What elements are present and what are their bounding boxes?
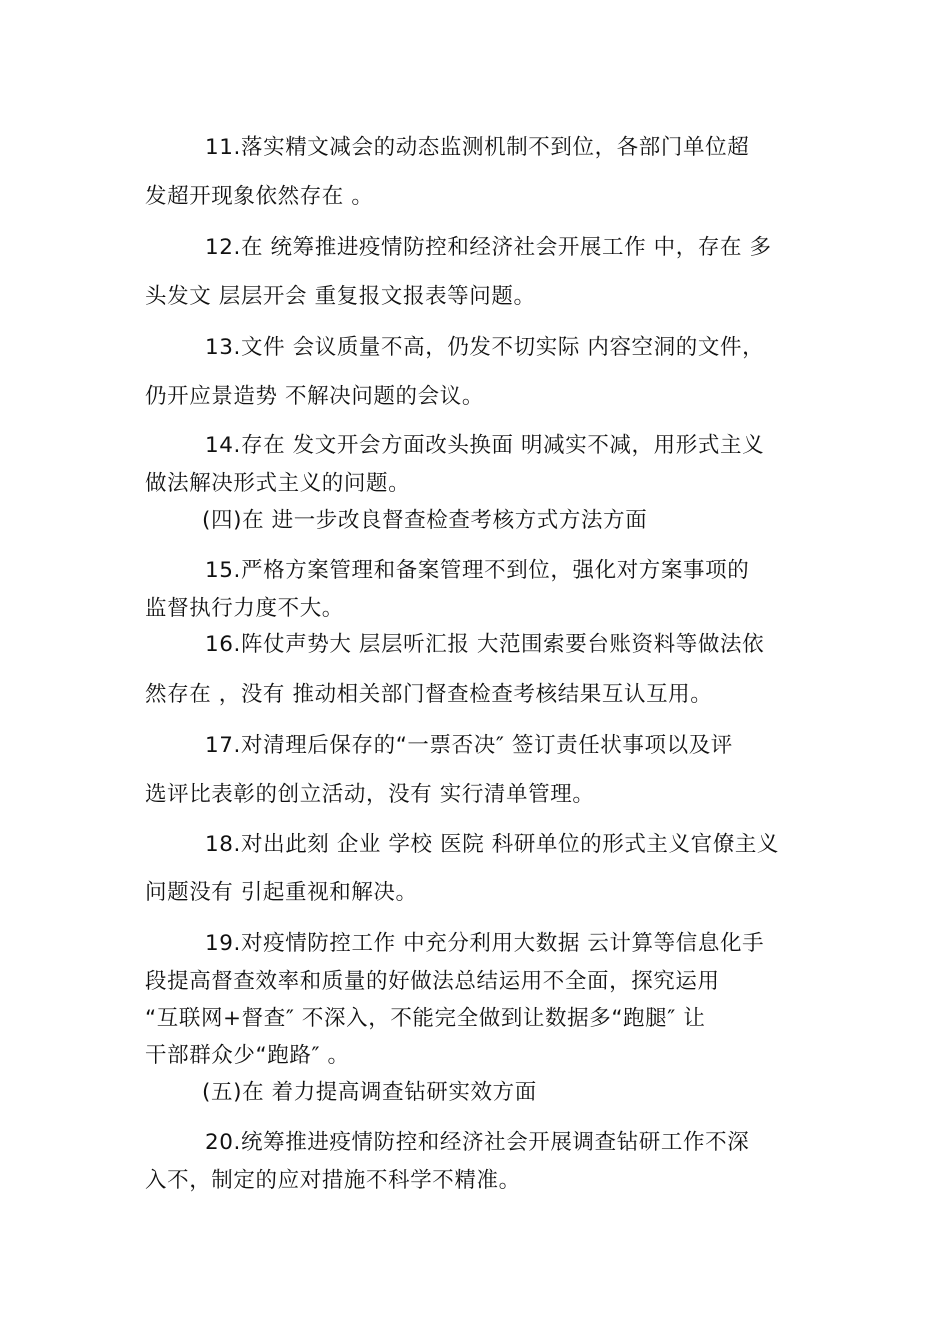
paragraph-line: 17.对清理后保存的“一票否决″ 签订责任状事项以及评 (205, 733, 733, 758)
paragraph-line: 段提高督查效率和质量的好做法总结运用不全面，探究运用 (145, 969, 720, 994)
paragraph-line: 问题没有 引起重视和解决。 (145, 880, 418, 905)
paragraph-line: 干部群众少“跑路″ 。 (145, 1043, 350, 1068)
paragraph-line: “互联网+督查″ 不深入，不能完全做到让数据多“跑腿″ 让 (145, 1006, 706, 1031)
paragraph-line: 做法解决形式主义的问题。 (145, 471, 411, 496)
paragraph-line: 16.阵仗声势大 层层听汇报 大范围索要台账资料等做法依 (205, 632, 765, 657)
paragraph-line: 然存在 ，没有 推动相关部门督查检查考核结果互认互用。 (145, 682, 713, 707)
paragraph-line: 头发文 层层开会 重复报文报表等问题。 (145, 284, 536, 309)
section-heading: (五)在 着力提高调查钻研实效方面 (202, 1080, 537, 1105)
paragraph-line: 发超开现象依然存在 。 (145, 184, 374, 209)
section-heading: (四)在 进一步改良督查检查考核方式方法方面 (202, 508, 648, 533)
paragraph-line: 20.统筹推进疫情防控和经济社会开展调查钻研工作不深 (205, 1130, 750, 1155)
paragraph-line: 12.在 统筹推进疫情防控和经济社会开展工作 中，存在 多 (205, 235, 772, 260)
paragraph-line: 监督执行力度不大。 (145, 596, 344, 621)
paragraph-line: 选评比表彰的创立活动，没有 实行清单管理。 (145, 782, 595, 807)
paragraph-line: 14.存在 发文开会方面改头换面 明减实不减，用形式主义 (205, 433, 765, 458)
paragraph-line: 入不，制定的应对措施不科学不精准。 (145, 1168, 521, 1193)
paragraph-line: 仍开应景造势 不解决问题的会议。 (145, 384, 484, 409)
paragraph-line: 11.落实精文减会的动态监测机制不到位，各部门单位超 (205, 135, 750, 160)
paragraph-line: 19.对疫情防控工作 中充分利用大数据 云计算等信息化手 (205, 931, 765, 956)
paragraph-line: 13.文件 会议质量不高，仍发不切实际 内容空洞的文件， (205, 335, 765, 360)
paragraph-line: 18.对出此刻 企业 学校 医院 科研单位的形式主义官僚主义 (205, 832, 780, 857)
paragraph-line: 15.严格方案管理和备案管理不到位，强化对方案事项的 (205, 558, 750, 583)
